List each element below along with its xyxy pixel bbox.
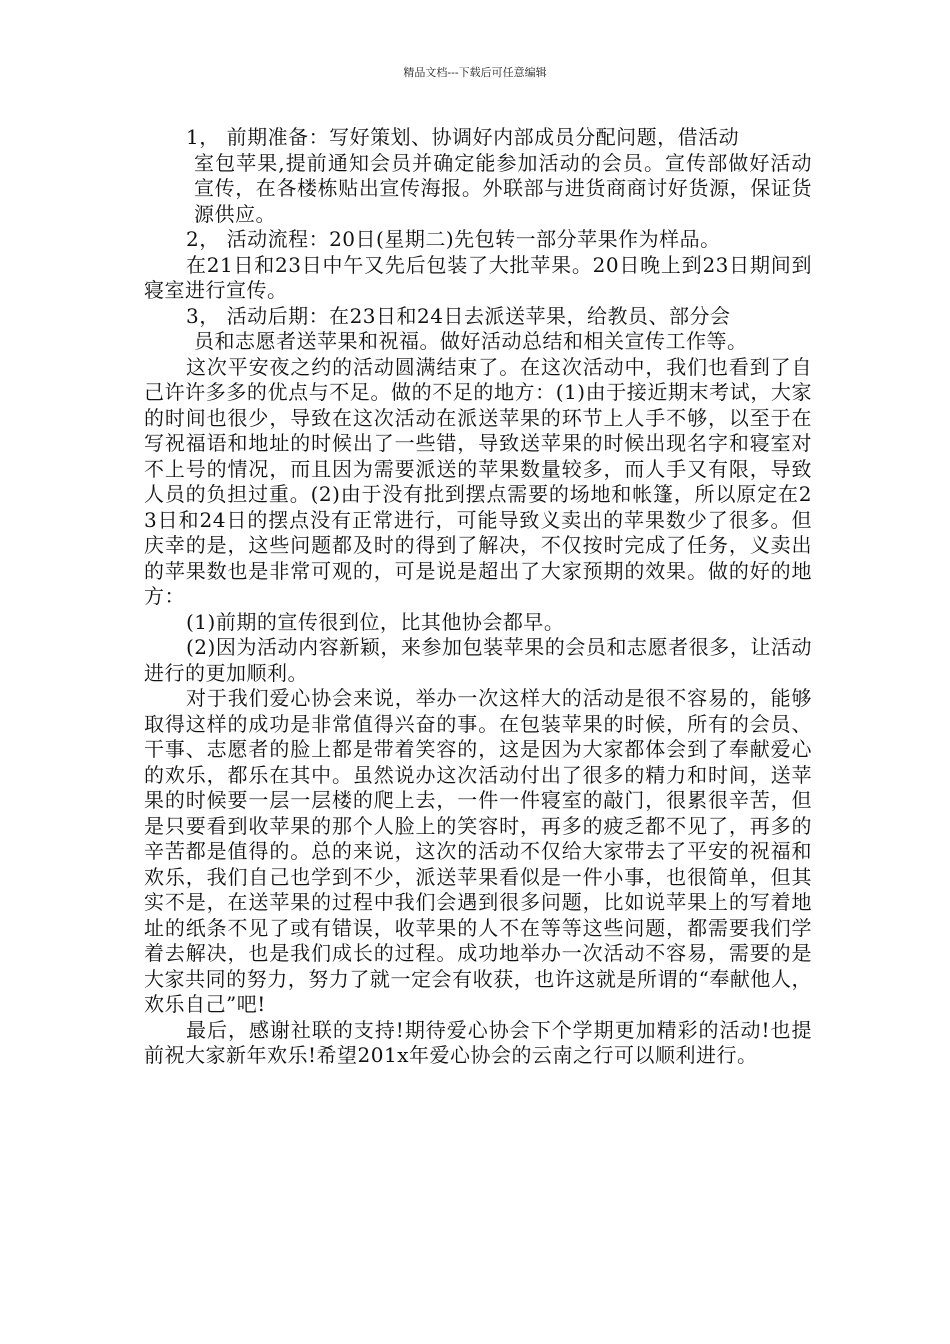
- paragraph-good-point-1: (1)前期的宣传很到位，比其他协会都早。: [186, 609, 565, 634]
- paragraph-step-2-heading: 2， 活动流程：20日(星期二)先包转一部分苹果作为样品。: [186, 227, 721, 251]
- paragraph-step-1-heading: 1， 前期准备：写好策划、协调好内部成员分配问题，借活动: [186, 125, 740, 149]
- paragraph-reflection: 对于我们爱心协会来说，举办一次这样大的活动是很不容易的，能够取得这样的成功是非常值得兴奋的事。在包装苹果的时候，所有的会员、干事、志愿者的脸上都是带着笑容的，这是因为大家都体会到了奉献爱心的欢乐，都乐在其中。虽然说办这次活动付出了很多的精力和时间，送苹果的时候要一层一层楼的爬上去，一件一件寝室的敲门，很累很辛苦，但是只要看到收苹果的那个人脸上的笑容时，再多的疲乏都不见了，再多的辛苦都是值得的。总的来说，这次的活动不仅给大家带去了平安的祝福和欢乐，我们自己也学到不少，派送苹果看似是一件小事，也很简单，但其实不是，在送苹果的过程中我们会遇到很多问题，比如说苹果上的写着地址的纸条不见了或有错误，收苹果的人不在等等这些问题，都需要我们学着去解决，也是我们成长的过程。成功地举办一次活动不容易，需要的是大家共同的努力，努力了就一定会有收获，也许这就是所谓的“奉献他人，欢乐自己”吧!: [144, 686, 812, 1016]
- paragraph-good-point-2: (2)因为活动内容新颖，来参加包装苹果的会员和志愿者很多，让活动进行的更加顺利。: [144, 635, 812, 685]
- paragraph-step-1-body: 室包苹果,提前通知会员并确定能参加活动的会员。宣传部做好活动宣传，在各楼栋贴出宣传海报。外联部与进货商商讨好货源，保证货源供应。: [194, 150, 812, 226]
- page-header: 精品文档---下载后可任意编辑: [403, 66, 547, 79]
- paragraph-step-3-body: 员和志愿者送苹果和祝福。做好活动总结和相关宣传工作等。: [194, 329, 748, 353]
- document-body: [144, 125, 812, 1069]
- paragraph-summary: 这次平安夜之约的活动圆满结束了。在这次活动中，我们也看到了自己许许多多的优点与不足。做的不足的地方：(1)由于接近期末考试，大家的时间也很少，导致在这次活动在派送苹果的环节上人手不够，以至于在写祝福语和地址的时候出了一些错，导致送苹果的时候出现名字和寝室对不上号的情况，而且因为需要派送的苹果数量较多，而人手又有限，导致人员的负担过重。(2)由于没有批到摆点需要的场地和帐篷，所以原定在23日和24日的摆点没有正常进行，可能导致义卖出的苹果数少了很多。但庆幸的是，这些问题都及时的得到了解决，不仅按时完成了任务，义卖出的苹果数也是非常可观的，可是说是超出了大家预期的效果。做的好的地方：: [144, 354, 812, 608]
- paragraph-step-3-heading: 3， 活动后期：在23日和24日去派送苹果，给教员、部分会: [186, 303, 731, 328]
- paragraph-step-2-body: 在21日和23日中午又先后包装了大批苹果。20日晚上到23日期间到寝室进行宣传。: [144, 252, 812, 302]
- paragraph-closing: 最后，感谢社联的支持!期待爱心协会下个学期更加精彩的活动!也提前祝大家新年欢乐!希望201x年爱心协会的云南之行可以顺利进行。: [144, 1017, 812, 1067]
